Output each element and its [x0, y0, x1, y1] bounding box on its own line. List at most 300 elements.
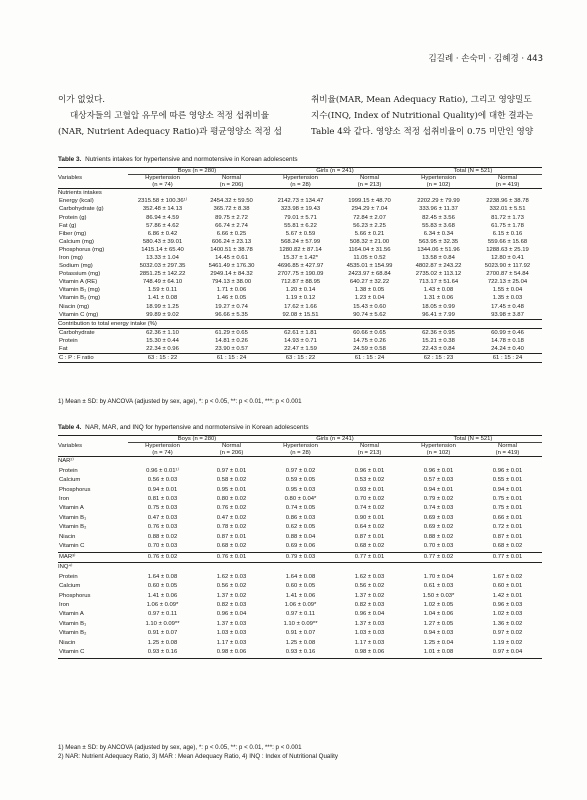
table4-cell: 0.70 ± 0.02: [354, 496, 385, 503]
table3-row: [58, 286, 542, 294]
table4-row: [58, 523, 542, 532]
table4-cell: 0.96 ± 0.01¹⁾: [146, 467, 179, 474]
table3-row: [58, 278, 542, 286]
table3-cell: 63 : 15 : 22: [128, 354, 197, 363]
table4-cell: 0.74 ± 0.03: [423, 505, 454, 512]
table4-cell: 1.04 ± 0.06: [423, 611, 454, 618]
table3-cell: 2707.75 ± 190.09: [277, 271, 324, 278]
table3-row-label: Niacin (mg): [59, 303, 90, 310]
table4-row-label: Vitamin C: [58, 648, 128, 658]
table4-cell: 0.98 ± 0.06: [197, 648, 266, 658]
table4-cell: 0.87 ± 0.01: [492, 533, 523, 540]
table3-cell: 90.74 ± 5.62: [335, 311, 404, 320]
table3-row: [58, 303, 542, 311]
table4-cell: 0.70 ± 0.03: [423, 543, 454, 550]
table4-cell: 0.57 ± 0.03: [423, 477, 454, 484]
table3-cell: 1344.06 ± 51.96: [417, 246, 460, 253]
table3-cell: 14.75 ± 0.26: [353, 337, 386, 344]
table4-cell: 0.94 ± 0.03: [423, 630, 454, 637]
table3-group-header: Girls (n = 241): [266, 168, 404, 175]
table3-section-label: Nutrients intakes: [58, 190, 102, 197]
table4-cell: 0.94 ± 0.01: [423, 486, 454, 493]
table4-cell: 0.95 ± 0.01: [216, 486, 247, 493]
table4-cell: 1.64 ± 0.08: [285, 573, 316, 580]
table4-subheader-n: (n = 28): [266, 450, 335, 457]
table4-row-label: Protein: [59, 573, 78, 580]
table3-row: [58, 262, 542, 270]
table4-cell: 0.53 ± 0.02: [354, 477, 385, 484]
table3-cell: 713.17 ± 51.64: [418, 279, 459, 286]
table4-cell: 1.62 ± 0.03: [354, 573, 385, 580]
table3-cell: 6.86 ± 0.42: [147, 230, 178, 237]
table3-row: [58, 270, 542, 278]
table3-row-label: C : P : F ratio: [58, 354, 128, 363]
table3-row-label: Protein (g): [59, 214, 87, 221]
table4-cell: 1.19 ± 0.02: [492, 639, 523, 646]
table3-row: [58, 311, 542, 320]
table4-row-label: Vitamin B₂: [59, 524, 87, 531]
table4-cell: 0.64 ± 0.02: [354, 524, 385, 531]
table3-row-label: Potassium (mg): [59, 271, 101, 278]
table3-cell: 22.43 ± 0.84: [422, 346, 455, 352]
table3-cell: 82.45 ± 3.56: [422, 214, 455, 221]
body-right-column: [311, 92, 543, 140]
table4-cell: 1.41 ± 0.06: [147, 592, 178, 599]
table4-cell: 0.82 ± 0.03: [354, 602, 385, 609]
table4-cell: 0.75 ± 0.01: [492, 505, 523, 512]
table3-cell: 4535.01 ± 154.99: [346, 263, 393, 270]
table3-row: [58, 337, 542, 345]
table3-cell: 12.80 ± 0.41: [491, 254, 524, 261]
table3-cell: 323.98 ± 19.43: [280, 206, 321, 213]
table4-cell: 1.03 ± 0.03: [354, 630, 385, 637]
table3-cell: 22.47 ± 1.59: [284, 346, 317, 352]
table4-caption: [58, 424, 309, 431]
table4-cell: 1.37 ± 0.02: [354, 592, 385, 599]
table4-cell: 0.76 ± 0.03: [147, 524, 178, 531]
table3-cell: 332.01 ± 5.51: [489, 206, 526, 213]
table4-cell: 0.68 ± 0.02: [492, 543, 523, 550]
table4-cell: 0.81 ± 0.03: [147, 496, 178, 503]
table3-cell: 1280.82 ± 87.14: [279, 246, 322, 253]
table3-cell: 19.27 ± 0.74: [215, 303, 248, 310]
table3-row-label: Iron (mg): [59, 254, 83, 261]
table4-cell: 1.42 ± 0.01: [492, 592, 523, 599]
table4-section-row: [58, 563, 542, 573]
table4-cell: 0.47 ± 0.03: [147, 514, 178, 521]
table4-cell: 1.01 ± 0.08: [404, 648, 473, 658]
table4-row: [58, 476, 542, 485]
table3-cell: 62 : 15 : 23: [404, 354, 473, 363]
table4-cell: 1.64 ± 0.08: [147, 573, 178, 580]
table3-subheader-n: (n = 74): [128, 182, 197, 189]
table4-cell: 1.27 ± 0.05: [423, 620, 454, 627]
table4-row-label: MAR³⁾: [58, 552, 128, 562]
table4-row-label: Vitamin B₁: [59, 514, 87, 521]
table3-caption: [58, 156, 298, 163]
table4-cell: 0.96 ± 0.01: [354, 467, 385, 474]
body-line: Table 4와 같다. 영양소 적정 섭취비율이 0.75 미만인 영양: [311, 127, 534, 137]
table4-cell: 0.66 ± 0.01: [492, 514, 523, 521]
table4-cell: 0.68 ± 0.02: [354, 543, 385, 550]
table3-row: [58, 205, 542, 213]
table3-cell: 1.23 ± 0.04: [354, 295, 385, 302]
table4-cell: 0.98 ± 0.06: [335, 648, 404, 658]
table4-row: [58, 514, 542, 523]
table4-row: [58, 610, 542, 619]
table3-row-label: Protein: [59, 337, 78, 344]
table4-cell: 0.74 ± 0.05: [285, 505, 316, 512]
table4-row: [58, 573, 542, 582]
table4-row-label: Calcium: [59, 477, 81, 484]
table3-cell: 748.49 ± 64.10: [142, 279, 183, 286]
table3: [58, 167, 542, 363]
table4-cell: 0.80 ± 0.04*: [284, 496, 317, 503]
table4-cell: 1.37 ± 0.03: [354, 620, 385, 627]
table4-cell: 1.06 ± 0.09*: [284, 602, 317, 609]
table3-cell: 1999.15 ± 48.70: [348, 198, 391, 205]
table4-title: NAR, MAR, and INQ for hypertensive and normotensive in Korean adolescents: [85, 424, 309, 431]
table3-cell: 72.84 ± 2.07: [353, 214, 386, 221]
table4-cell: 0.56 ± 0.02: [216, 583, 247, 590]
table3-cell: 1164.04 ± 31.56: [348, 246, 391, 253]
table3-row-label: Sodium (mg): [59, 263, 93, 270]
table3-cell: 1.46 ± 0.05: [216, 295, 247, 302]
table3-section-label: Contribution to total energy intake (%): [58, 319, 542, 328]
table4-row-label: Protein: [59, 467, 78, 474]
table3-cell: 62.36 ± 0.95: [422, 329, 455, 336]
table3-row: [58, 238, 542, 246]
table3-cell: 61 : 15 : 24: [197, 354, 266, 363]
table3-cell: 79.01 ± 5.71: [284, 214, 317, 221]
table4-cell: 0.95 ± 0.03: [285, 486, 316, 493]
table4-row-label: Niacin: [59, 533, 76, 540]
table4-cell: 0.88 ± 0.02: [147, 533, 178, 540]
table4-cell: 1.37 ± 0.03: [216, 620, 247, 627]
table3-cell: 92.08 ± 15.51: [266, 311, 335, 320]
table3-row: [58, 230, 542, 238]
table4-cell: 0.93 ± 0.01: [354, 486, 385, 493]
table3-cell: 2454.32 ± 59.50: [210, 198, 253, 205]
table4-group-header: Girls (n = 241): [266, 436, 404, 443]
table3-cell: 722.13 ± 25.04: [487, 279, 528, 286]
table3-row: [58, 246, 542, 254]
table3-cell: 18.99 ± 1.25: [146, 303, 179, 310]
table3-cell: 580.43 ± 39.01: [142, 238, 183, 245]
table4-cell: 0.75 ± 0.03: [147, 505, 178, 512]
table3-row: [58, 197, 542, 205]
table3-cell: 15.30 ± 0.44: [146, 337, 179, 344]
table3-row: [58, 214, 542, 222]
table4: [58, 435, 542, 659]
table3-cell: 18.05 ± 0.99: [422, 303, 455, 310]
table3-cell: 563.95 ± 32.35: [418, 238, 459, 245]
table3-row-label: Calcium (mg): [59, 238, 95, 245]
table3-cell: 6.34 ± 0.34: [423, 230, 454, 237]
table4-row: [58, 542, 542, 552]
table3-cell: 352.48 ± 14.13: [142, 206, 183, 213]
table4-cell: 0.68 ± 0.02: [216, 543, 247, 550]
table3-cell: 1.41 ± 0.08: [147, 295, 178, 302]
body-line: 지수(INQ, Index of Nutritional Quality)에 대한 결과는: [311, 111, 534, 121]
table4-cell: 1.06 ± 0.09*: [146, 602, 179, 609]
table4-row: [58, 467, 542, 476]
table4-cell: 1.25 ± 0.08: [147, 639, 178, 646]
table3-cell: 1288.63 ± 25.19: [486, 246, 529, 253]
table4-cell: 0.79 ± 0.02: [423, 496, 454, 503]
body-line: 취비율(MAR, Mean Adequacy Ratio), 그리고 영양밀도: [311, 95, 532, 105]
table3-cell: 60.99 ± 0.46: [491, 329, 524, 336]
table3-cell: 11.05 ± 0.52: [353, 254, 386, 261]
table4-cell: 1.36 ± 0.02: [492, 620, 523, 627]
table3-cell: 61 : 15 : 24: [335, 354, 404, 363]
table4-row: [58, 639, 542, 648]
table4-cell: 0.91 ± 0.07: [285, 630, 316, 637]
table4-cell: 0.70 ± 0.03: [147, 543, 178, 550]
table4-cell: 0.78 ± 0.02: [216, 524, 247, 531]
table3-row-label: Energy (kcal): [59, 198, 94, 205]
table3-subheader-group: Hypertension: [145, 175, 180, 182]
table4-subheader-group: Normal: [222, 443, 241, 450]
table4-cell: 0.79 ± 0.03: [266, 552, 335, 562]
table3-cell: 1.31 ± 0.06: [423, 295, 454, 302]
table4-cell: 0.88 ± 0.02: [423, 533, 454, 540]
table4-cell: 0.96 ± 0.01: [492, 467, 523, 474]
table3-subheader-group: Normal: [360, 175, 379, 182]
table4-row: [58, 486, 542, 495]
table3-cell: 61 : 15 : 24: [473, 354, 542, 363]
table3-row-label: Fiber (mg): [59, 230, 87, 237]
body-line: 대상자들의 고혈압 유무에 따른 영양소 적정 섭취비율: [70, 111, 270, 121]
table3-cell: 2851.25 ± 142.22: [139, 271, 186, 278]
table3-row-label: Phosphorus (mg): [59, 246, 105, 253]
table4-cell: 1.03 ± 0.03: [216, 630, 247, 637]
table3-cell: 17.62 ± 1.66: [284, 303, 317, 310]
table3-ratio-row: [58, 354, 542, 363]
table4-row: [58, 533, 542, 542]
table3-cell: 5023.90 ± 117.92: [484, 263, 531, 270]
table3-cell: 15.43 ± 0.60: [353, 303, 386, 310]
table4-cell: 0.88 ± 0.04: [285, 533, 316, 540]
table3-cell: 712.87 ± 88.95: [280, 279, 321, 286]
table3-cell: 2238.96 ± 38.78: [486, 198, 529, 205]
table3-cell: 61.75 ± 1.78: [491, 222, 524, 229]
table3-cell: 13.58 ± 0.84: [422, 254, 455, 261]
table4-cell: 1.50 ± 0.03*: [422, 592, 455, 599]
table3-row-label: Carbohydrate (g): [59, 206, 104, 213]
table4-cell: 0.87 ± 0.01: [354, 533, 385, 540]
table3-cell: 14.78 ± 0.18: [491, 337, 524, 344]
table3-cell: 13.33 ± 1.04: [146, 254, 179, 261]
table4-cell: 1.02 ± 0.05: [423, 602, 454, 609]
table3-row-label: Vitamin B₂ (mg): [59, 295, 101, 302]
table4-var-header: Variables: [58, 436, 128, 457]
table3-cell: 62.61 ± 1.81: [284, 329, 317, 336]
table4-footnote: 1) Mean ± SD: by ANCOVA (adjusted by sex, age), *: p < 0.05, **: p < 0.01, ***: p < 0.001: [58, 744, 302, 751]
table3-cell: 333.96 ± 11.37: [419, 206, 458, 213]
table3-cell: 2142.73 ± 134.47: [277, 198, 324, 205]
table3-group-header: Total (N = 521): [404, 168, 542, 175]
table4-cell: 0.90 ± 0.01: [354, 514, 385, 521]
table4-cell: 0.60 ± 0.05: [285, 583, 316, 590]
table3-row: [58, 328, 542, 337]
table3-row: [58, 254, 542, 262]
table3-cell: 61.29 ± 0.65: [215, 329, 248, 336]
table3-cell: 1.59 ± 0.11: [148, 287, 177, 294]
table3-cell: 89.75 ± 2.72: [215, 214, 248, 221]
table3-cell: 1.19 ± 0.12: [285, 295, 316, 302]
table4-row: [58, 601, 542, 610]
table3-cell: 6.66 ± 0.25: [216, 230, 247, 237]
table3-cell: 14.93 ± 0.71: [284, 337, 317, 344]
table4-cell: 1.17 ± 0.03: [354, 639, 385, 646]
table3-row-label: Vitamin A (RE): [59, 279, 98, 286]
table4-group-header: Total (N = 521): [404, 436, 542, 443]
table4-cell: 1.25 ± 0.04: [423, 639, 454, 646]
table3-cell: 55.81 ± 6.22: [284, 222, 317, 229]
table3-row-label: Carbohydrate: [59, 329, 95, 336]
table3-cell: 99.89 ± 9.02: [128, 311, 197, 320]
table4-footnote: 2) NAR: Nutrient Adequacy Ratio, 3) MAR : Mean Adequacy Ratio, 4) INQ : Index of Nutritional Quality: [58, 753, 338, 760]
table3-subheader-n: (n = 28): [266, 182, 335, 189]
table3-cell: 1.71 ± 0.06: [216, 287, 247, 294]
table4-subheader-group: Normal: [498, 443, 517, 450]
table3-footnote: 1) Mean ± SD: by ANCOVA (adjusted by sex, age), *: p < 0.05, **: p < 0.01, ***: p < 0.001: [58, 398, 302, 405]
table4-cell: 1.02 ± 0.03: [492, 611, 523, 618]
table3-cell: 2423.97 ± 68.84: [348, 271, 391, 278]
table3-row-label: Fat: [59, 346, 68, 352]
table3-cell: 86.94 ± 4.59: [146, 214, 179, 221]
table3-subheader-group: Normal: [498, 175, 517, 182]
table3-cell: 17.45 ± 0.48: [491, 303, 524, 310]
table3-var-header: Variables: [58, 168, 128, 189]
table3-cell: 6.15 ± 0.16: [492, 230, 523, 237]
table4-cell: 0.96 ± 0.03: [492, 602, 523, 609]
table3-subheader-n: (n = 213): [335, 182, 404, 189]
table3-cell: 24.24 ± 0.40: [491, 346, 524, 352]
table3-cell: 294.29 ± 7.04: [351, 206, 388, 213]
table3-section-row: [58, 189, 542, 198]
table4-group-header: Boys (n = 280): [128, 436, 266, 443]
table3-cell: 794.13 ± 38.00: [211, 279, 252, 286]
table3-cell: 56.23 ± 2.25: [353, 222, 386, 229]
table4-cell: 0.75 ± 0.01: [492, 496, 523, 503]
table4-cell: 0.56 ± 0.02: [354, 583, 385, 590]
table3-group-header: Boys (n = 280): [128, 168, 266, 175]
table4-cell: 0.58 ± 0.02: [216, 477, 247, 484]
table4-cell: 0.97 ± 0.11: [286, 611, 315, 618]
table3-row: [58, 294, 542, 302]
table3-cell: 5461.49 ± 176.30: [208, 263, 255, 270]
table3-cell: 1.43 ± 0.08: [423, 287, 454, 294]
table3-cell: 57.86 ± 4.62: [146, 222, 179, 229]
table4-cell: 0.76 ± 0.02: [128, 552, 197, 562]
table3-cell: 93.98 ± 3.87: [473, 311, 542, 320]
table3-cell: 66.74 ± 2.74: [215, 222, 248, 229]
table3-cell: 14.81 ± 0.26: [215, 337, 248, 344]
table4-cell: 0.60 ± 0.05: [147, 583, 178, 590]
table4-row-label: Phosphorus: [59, 592, 91, 599]
table4-section-label: NAR²⁾: [58, 458, 74, 465]
table3-cell: 60.66 ± 0.65: [353, 329, 386, 336]
table4-cell: 0.96 ± 0.01: [423, 467, 454, 474]
table4-row: [58, 582, 542, 591]
table3-cell: 22.34 ± 0.96: [146, 346, 179, 352]
table3-cell: 2735.02 ± 113.12: [415, 271, 462, 278]
table3-cell: 640.27 ± 32.22: [349, 279, 390, 286]
table4-row: [58, 592, 542, 601]
table4-row: [58, 504, 542, 513]
table4-row: [58, 620, 542, 629]
table4-cell: 0.76 ± 0.01: [197, 552, 266, 562]
table3-cell: 15.21 ± 0.38: [422, 337, 455, 344]
table4-section-label: INQ⁴⁾: [58, 564, 73, 571]
table3-row-label: Vitamin B₁ (mg): [59, 287, 100, 294]
table4-cell: 1.17 ± 0.03: [216, 639, 247, 646]
table3-cell: 4802.87 ± 243.22: [415, 263, 462, 270]
table4-cell: 0.55 ± 0.01: [492, 477, 523, 484]
table3-cell: 2700.87 ± 54.84: [486, 271, 529, 278]
table4-cell: 0.61 ± 0.03: [423, 583, 454, 590]
table3-subheader-n: (n = 419): [473, 182, 542, 189]
table4-cell: 1.62 ± 0.03: [216, 573, 247, 580]
table4-subheader-n: (n = 102): [404, 450, 473, 457]
table3-cell: 2202.29 ± 79.99: [417, 198, 460, 205]
table4-cell: 1.37 ± 0.02: [216, 592, 247, 599]
table4-row-label: Vitamin B₁: [59, 620, 87, 627]
table3-row: [58, 345, 542, 354]
table4-cell: 1.70 ± 0.04: [423, 573, 454, 580]
table4-cell: 0.91 ± 0.07: [147, 630, 178, 637]
table4-cell: 1.10 ± 0.09**: [145, 620, 180, 627]
body-line: 이가 없었다.: [58, 95, 105, 105]
table3-cell: 1.55 ± 0.04: [492, 287, 523, 294]
table3-subheader-group: Hypertension: [283, 175, 318, 182]
table4-cell: 0.74 ± 0.02: [354, 505, 385, 512]
table4-cell: 0.97 ± 0.04: [473, 648, 542, 658]
table3-title: Nutrients intakes for hypertensive and normotensive in Korean adolescents: [85, 156, 298, 163]
table4-cell: 0.93 ± 0.16: [266, 648, 335, 658]
table4-number: Table 4.: [58, 424, 82, 431]
table4-cell: 0.69 ± 0.03: [423, 514, 454, 521]
table4-cell: 0.96 ± 0.04: [216, 611, 247, 618]
table4-row: [58, 629, 542, 638]
table3-cell: 96.66 ± 5.35: [197, 311, 266, 320]
table4-cell: 0.87 ± 0.01: [216, 533, 247, 540]
table4-cell: 0.59 ± 0.05: [285, 477, 316, 484]
table3-row-label: Fat (g): [59, 222, 77, 229]
table3-cell: 5.66 ± 0.21: [354, 230, 385, 237]
table4-cell: 1.67 ± 0.02: [492, 573, 523, 580]
table4-cell: 0.97 ± 0.02: [492, 630, 523, 637]
table4-row-label: Calcium: [59, 583, 81, 590]
table3-cell: 81.72 ± 1.73: [491, 214, 524, 221]
table4-cell: 0.93 ± 0.16: [128, 648, 197, 658]
table3-cell: 55.83 ± 3.68: [422, 222, 455, 229]
table4-cell: 0.77 ± 0.01: [473, 552, 542, 562]
table3-cell: 1.38 ± 0.05: [354, 287, 385, 294]
table4-row-label: Niacin: [59, 639, 76, 646]
table4-row-label: Vitamin A: [59, 611, 84, 618]
table3-cell: 15.37 ± 1.42*: [282, 254, 318, 261]
table3-cell: 1.35 ± 0.03: [492, 295, 523, 302]
table4-row-label: Phosphorus: [59, 486, 91, 493]
table4-subheader-group: Normal: [360, 443, 379, 450]
table3-cell: 1415.14 ± 65.40: [141, 246, 184, 253]
table4-subheader-group: Hypertension: [421, 443, 456, 450]
table4-section-row: [58, 457, 542, 467]
table4-cell: 0.94 ± 0.01: [492, 486, 523, 493]
